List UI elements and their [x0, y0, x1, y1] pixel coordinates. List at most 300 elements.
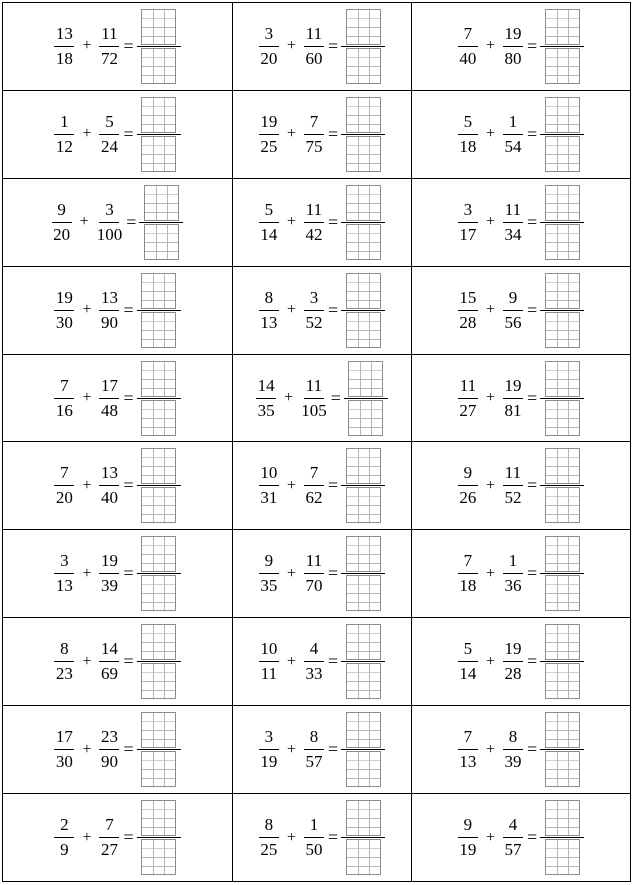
plus-sign: + — [286, 125, 296, 143]
plus-sign: + — [485, 301, 495, 319]
addition-problem — [233, 3, 411, 90]
answer-denominator-box[interactable] — [346, 575, 381, 611]
problem-cell — [233, 90, 412, 178]
answer-fraction[interactable] — [341, 9, 385, 84]
addition-problem — [3, 618, 232, 705]
numerator: 8 — [259, 288, 279, 311]
numerator: 7 — [54, 463, 74, 486]
answer-numerator-box[interactable] — [545, 361, 580, 397]
fraction-a — [259, 463, 279, 508]
worksheet-row — [3, 442, 631, 530]
answer-denominator-box[interactable] — [346, 663, 381, 699]
answer-fraction-bar — [139, 222, 183, 223]
answer-numerator-box[interactable] — [346, 712, 381, 748]
answer-numerator-box[interactable] — [545, 273, 580, 309]
answer-fraction-bar — [341, 661, 385, 662]
answer-fraction[interactable] — [137, 9, 181, 84]
answer-fraction[interactable] — [137, 448, 181, 523]
fraction-b — [304, 200, 324, 245]
denominator: 13 — [260, 312, 278, 332]
fraction-b — [99, 551, 119, 596]
answer-denominator-box[interactable] — [346, 312, 381, 348]
problem-cell — [3, 266, 233, 354]
denominator: 20 — [53, 224, 71, 244]
denominator: 33 — [305, 664, 323, 684]
answer-numerator-box[interactable] — [545, 712, 580, 748]
denominator: 28 — [459, 312, 477, 332]
numerator: 8 — [304, 727, 324, 750]
plus-sign: + — [82, 37, 92, 55]
addition-problem — [412, 794, 630, 881]
problem-cell — [412, 706, 631, 794]
answer-numerator-box[interactable] — [346, 624, 381, 660]
answer-fraction-bar — [540, 134, 584, 135]
numerator: 9 — [458, 815, 478, 838]
worksheet-row — [3, 90, 631, 178]
denominator: 18 — [55, 48, 73, 68]
denominator: 20 — [55, 488, 73, 508]
problem-cell — [3, 794, 233, 882]
addition-problem — [3, 442, 232, 529]
denominator: 90 — [100, 752, 118, 772]
answer-fraction-bar — [341, 46, 385, 47]
answer-numerator-box[interactable] — [346, 185, 381, 221]
plus-sign: + — [286, 828, 296, 846]
answer-denominator-box[interactable] — [346, 487, 381, 523]
numerator: 8 — [259, 815, 279, 838]
answer-denominator-box[interactable] — [545, 136, 580, 172]
equals-sign: = — [327, 827, 339, 847]
answer-fraction-bar — [540, 837, 584, 838]
answer-denominator-box[interactable] — [141, 839, 176, 875]
answer-denominator-box[interactable] — [545, 400, 580, 436]
answer-denominator-box[interactable] — [346, 751, 381, 787]
answer-fraction-bar — [540, 485, 584, 486]
answer-numerator-box[interactable] — [346, 536, 381, 572]
answer-fraction-bar — [540, 222, 584, 223]
plus-sign: + — [485, 476, 495, 494]
answer-numerator-box[interactable] — [141, 273, 176, 309]
addition-problem — [233, 179, 411, 266]
answer-numerator-box[interactable] — [346, 9, 381, 45]
answer-numerator-box[interactable] — [545, 185, 580, 221]
fraction-b — [301, 376, 327, 421]
plus-sign: + — [82, 740, 92, 758]
problem-cell — [233, 3, 412, 91]
addition-problem — [233, 267, 411, 354]
fraction-a — [458, 551, 478, 596]
fraction-a — [259, 639, 279, 684]
numerator: 7 — [99, 815, 119, 838]
answer-fraction[interactable] — [540, 273, 584, 348]
answer-denominator-box[interactable] — [545, 663, 580, 699]
problem-cell — [3, 90, 233, 178]
plus-sign: + — [485, 125, 495, 143]
answer-numerator-box[interactable] — [141, 97, 176, 133]
equals-sign: = — [123, 651, 134, 672]
answer-fraction[interactable] — [540, 97, 584, 172]
answer-denominator-box[interactable] — [545, 751, 580, 787]
answer-numerator-box[interactable] — [346, 97, 381, 133]
fraction-b — [99, 639, 119, 684]
answer-denominator-box[interactable] — [141, 312, 176, 348]
answer-fraction-bar — [137, 573, 181, 574]
numerator: 23 — [99, 727, 119, 750]
fraction-a — [54, 463, 74, 508]
equals-sign: = — [526, 35, 538, 56]
denominator: 25 — [260, 840, 278, 859]
addition-problem — [3, 179, 232, 266]
denominator: 19 — [260, 752, 278, 772]
answer-fraction[interactable] — [137, 536, 181, 611]
answer-fraction[interactable] — [344, 361, 388, 436]
problem-cell — [233, 442, 412, 530]
problem-cell — [412, 354, 631, 442]
denominator: 62 — [305, 488, 323, 508]
answer-numerator-box[interactable] — [141, 9, 176, 45]
answer-numerator-box[interactable] — [144, 185, 179, 221]
fraction-b — [304, 639, 324, 684]
problem-cell — [3, 354, 233, 442]
addition-problem — [3, 530, 232, 617]
numerator: 11 — [99, 24, 119, 47]
answer-fraction[interactable] — [540, 361, 584, 436]
equals-sign: = — [526, 475, 538, 496]
addition-problem — [412, 706, 630, 793]
answer-fraction[interactable] — [540, 624, 584, 699]
answer-fraction[interactable] — [341, 273, 385, 348]
fraction-b — [99, 288, 119, 333]
answer-fraction[interactable] — [341, 97, 385, 172]
answer-denominator-box[interactable] — [545, 487, 580, 523]
equals-sign: = — [526, 827, 538, 847]
denominator: 20 — [260, 48, 278, 68]
numerator: 7 — [458, 727, 478, 750]
answer-fraction[interactable] — [137, 361, 181, 436]
problem-cell — [233, 178, 412, 266]
answer-fraction[interactable] — [540, 712, 584, 787]
equals-sign: = — [327, 123, 339, 144]
answer-numerator-box[interactable] — [545, 448, 580, 484]
problem-cell — [233, 354, 412, 442]
numerator: 13 — [99, 288, 119, 311]
plus-sign: + — [82, 476, 92, 494]
answer-fraction-bar — [137, 749, 181, 750]
equals-sign: = — [327, 739, 339, 760]
answer-numerator-box[interactable] — [545, 97, 580, 133]
fraction-b — [97, 200, 123, 245]
answer-denominator-box[interactable] — [141, 400, 176, 436]
equals-sign: = — [526, 299, 538, 320]
answer-fraction[interactable] — [341, 800, 385, 875]
equals-sign: = — [327, 35, 339, 56]
equals-sign: = — [327, 299, 339, 320]
fraction-b — [99, 463, 119, 508]
addition-problem — [3, 706, 232, 793]
answer-numerator-box[interactable] — [141, 624, 176, 660]
fraction-b — [99, 815, 119, 860]
equals-sign: = — [526, 651, 538, 672]
equals-sign: = — [327, 475, 339, 496]
problem-cell — [233, 266, 412, 354]
answer-fraction-bar — [341, 837, 385, 838]
denominator: 27 — [100, 840, 118, 859]
plus-sign: + — [82, 652, 92, 670]
answer-numerator-box[interactable] — [346, 448, 381, 484]
answer-denominator-box[interactable] — [545, 224, 580, 260]
answer-fraction[interactable] — [540, 185, 584, 260]
fraction-b — [304, 815, 324, 860]
addition-problem — [412, 3, 630, 90]
fraction-b — [503, 376, 523, 421]
plus-sign: + — [485, 828, 495, 846]
fraction-b — [304, 24, 324, 69]
numerator: 19 — [259, 112, 279, 135]
fraction-a — [458, 24, 478, 69]
numerator: 5 — [259, 200, 279, 223]
plus-sign: + — [286, 564, 296, 582]
answer-fraction-bar — [137, 485, 181, 486]
numerator: 19 — [99, 551, 119, 574]
answer-fraction-bar — [341, 485, 385, 486]
equals-sign: = — [327, 563, 339, 584]
plus-sign: + — [82, 125, 92, 143]
fraction-a — [54, 727, 74, 772]
denominator: 57 — [504, 840, 522, 859]
fraction-b — [503, 551, 523, 596]
equals-sign: = — [327, 211, 339, 232]
denominator: 52 — [305, 312, 323, 332]
fraction-a — [259, 288, 279, 333]
equals-sign: = — [126, 211, 137, 232]
problem-cell — [412, 3, 631, 91]
fraction-b — [304, 551, 324, 596]
answer-numerator-box[interactable] — [545, 800, 580, 836]
numerator: 11 — [304, 376, 324, 399]
addition-problem — [233, 706, 411, 793]
plus-sign: + — [286, 301, 296, 319]
fraction-a — [259, 112, 279, 157]
answer-denominator-box[interactable] — [545, 839, 580, 875]
answer-numerator-box[interactable] — [348, 361, 383, 397]
numerator: 7 — [54, 376, 74, 399]
answer-denominator-box[interactable] — [141, 48, 176, 84]
answer-denominator-box[interactable] — [545, 48, 580, 84]
problem-cell — [412, 530, 631, 618]
answer-numerator-box[interactable] — [141, 536, 176, 572]
answer-fraction-bar — [540, 310, 584, 311]
answer-fraction-bar — [341, 573, 385, 574]
answer-fraction[interactable] — [540, 9, 584, 84]
denominator: 25 — [260, 136, 278, 156]
answer-denominator-box[interactable] — [346, 224, 381, 260]
answer-fraction-bar — [540, 573, 584, 574]
answer-numerator-box[interactable] — [346, 273, 381, 309]
numerator: 11 — [458, 376, 478, 399]
numerator: 9 — [458, 463, 478, 486]
addition-problem — [233, 355, 411, 442]
answer-denominator-box[interactable] — [346, 136, 381, 172]
numerator: 11 — [304, 24, 324, 47]
worksheet-row — [3, 706, 631, 794]
answer-fraction[interactable] — [341, 185, 385, 260]
denominator: 54 — [504, 136, 522, 156]
plus-sign: + — [286, 213, 296, 231]
answer-fraction-bar — [540, 661, 584, 662]
numerator: 3 — [99, 200, 119, 223]
fraction-b — [304, 288, 324, 333]
addition-problem — [412, 179, 630, 266]
plus-sign: + — [82, 828, 92, 846]
addition-problem — [3, 794, 232, 881]
denominator: 72 — [100, 48, 118, 68]
problem-cell — [233, 794, 412, 882]
problem-cell — [3, 442, 233, 530]
answer-fraction[interactable] — [540, 800, 584, 875]
numerator: 1 — [503, 112, 523, 135]
numerator: 5 — [99, 112, 119, 135]
worksheet-row — [3, 266, 631, 354]
answer-numerator-box[interactable] — [141, 800, 176, 836]
fraction-b — [99, 376, 119, 421]
numerator: 19 — [503, 24, 523, 47]
answer-denominator-box[interactable] — [348, 400, 383, 436]
answer-fraction[interactable] — [341, 448, 385, 523]
denominator: 35 — [257, 400, 275, 420]
numerator: 7 — [304, 463, 324, 486]
answer-fraction-bar — [137, 46, 181, 47]
numerator: 7 — [458, 24, 478, 47]
numerator: 3 — [54, 551, 74, 574]
answer-fraction[interactable] — [540, 448, 584, 523]
answer-denominator-box[interactable] — [141, 487, 176, 523]
denominator: 60 — [305, 48, 323, 68]
fraction-a — [54, 376, 74, 421]
denominator: 23 — [55, 664, 73, 684]
problem-cell — [412, 442, 631, 530]
problem-cell — [3, 530, 233, 618]
answer-denominator-box[interactable] — [141, 751, 176, 787]
answer-fraction[interactable] — [137, 712, 181, 787]
answer-fraction[interactable] — [341, 536, 385, 611]
fraction-b — [304, 112, 324, 157]
answer-numerator-box[interactable] — [141, 448, 176, 484]
denominator: 14 — [459, 664, 477, 684]
fraction-a — [458, 288, 478, 333]
answer-numerator-box[interactable] — [545, 9, 580, 45]
worksheet-row — [3, 3, 631, 91]
fraction-b — [99, 112, 119, 157]
answer-denominator-box[interactable] — [545, 312, 580, 348]
fraction-a — [259, 200, 279, 245]
denominator: 40 — [459, 48, 477, 68]
denominator: 27 — [459, 400, 477, 420]
denominator: 17 — [459, 224, 477, 244]
answer-numerator-box[interactable] — [545, 624, 580, 660]
denominator: 40 — [100, 488, 118, 508]
worksheet-row — [3, 794, 631, 882]
plus-sign: + — [485, 652, 495, 670]
numerator: 5 — [458, 112, 478, 135]
numerator: 14 — [99, 639, 119, 662]
answer-fraction[interactable] — [341, 712, 385, 787]
answer-fraction[interactable] — [137, 273, 181, 348]
equals-sign: = — [123, 123, 134, 144]
problem-cell — [412, 794, 631, 882]
numerator: 10 — [259, 463, 279, 486]
answer-denominator-box[interactable] — [144, 224, 179, 260]
denominator: 9 — [60, 840, 69, 859]
answer-denominator-box[interactable] — [141, 136, 176, 172]
worksheet-row — [3, 354, 631, 442]
denominator: 42 — [305, 224, 323, 244]
fraction-b — [304, 463, 324, 508]
numerator: 8 — [503, 727, 523, 750]
fraction-a — [458, 376, 478, 421]
numerator: 11 — [503, 200, 523, 223]
fraction-a — [458, 463, 478, 508]
numerator: 3 — [259, 24, 279, 47]
answer-fraction[interactable] — [137, 624, 181, 699]
answer-numerator-box[interactable] — [545, 536, 580, 572]
worksheet-table — [2, 2, 631, 882]
addition-problem — [412, 442, 630, 529]
numerator: 7 — [458, 551, 478, 574]
fraction-a — [259, 727, 279, 772]
answer-denominator-box[interactable] — [346, 48, 381, 84]
fraction-a — [54, 815, 74, 860]
answer-denominator-box[interactable] — [141, 575, 176, 611]
answer-numerator-box[interactable] — [346, 800, 381, 836]
plus-sign: + — [286, 652, 296, 670]
fraction-a — [54, 24, 74, 69]
answer-numerator-box[interactable] — [141, 712, 176, 748]
answer-fraction[interactable] — [540, 536, 584, 611]
answer-fraction[interactable] — [137, 800, 181, 875]
answer-fraction[interactable] — [341, 624, 385, 699]
denominator: 12 — [55, 136, 73, 156]
denominator: 105 — [301, 400, 327, 420]
fraction-a — [458, 200, 478, 245]
denominator: 13 — [459, 752, 477, 772]
equals-sign: = — [123, 299, 134, 320]
answer-denominator-box[interactable] — [545, 575, 580, 611]
answer-fraction[interactable] — [137, 97, 181, 172]
answer-fraction-bar — [137, 134, 181, 135]
denominator: 31 — [260, 488, 278, 508]
denominator: 50 — [305, 840, 323, 859]
fraction-b — [503, 727, 523, 772]
worksheet-row — [3, 178, 631, 266]
numerator: 1 — [304, 815, 324, 838]
denominator: 48 — [100, 400, 118, 420]
numerator: 3 — [304, 288, 324, 311]
equals-sign: = — [526, 387, 538, 408]
numerator: 19 — [54, 288, 74, 311]
answer-numerator-box[interactable] — [141, 361, 176, 397]
answer-fraction-bar — [540, 749, 584, 750]
plus-sign: + — [485, 37, 495, 55]
answer-denominator-box[interactable] — [346, 839, 381, 875]
answer-fraction-bar — [341, 222, 385, 223]
answer-fraction[interactable] — [139, 185, 183, 260]
addition-problem — [3, 3, 232, 90]
denominator: 16 — [55, 400, 73, 420]
numerator: 11 — [503, 463, 523, 486]
answer-fraction-bar — [137, 837, 181, 838]
answer-denominator-box[interactable] — [141, 663, 176, 699]
problem-cell — [412, 90, 631, 178]
